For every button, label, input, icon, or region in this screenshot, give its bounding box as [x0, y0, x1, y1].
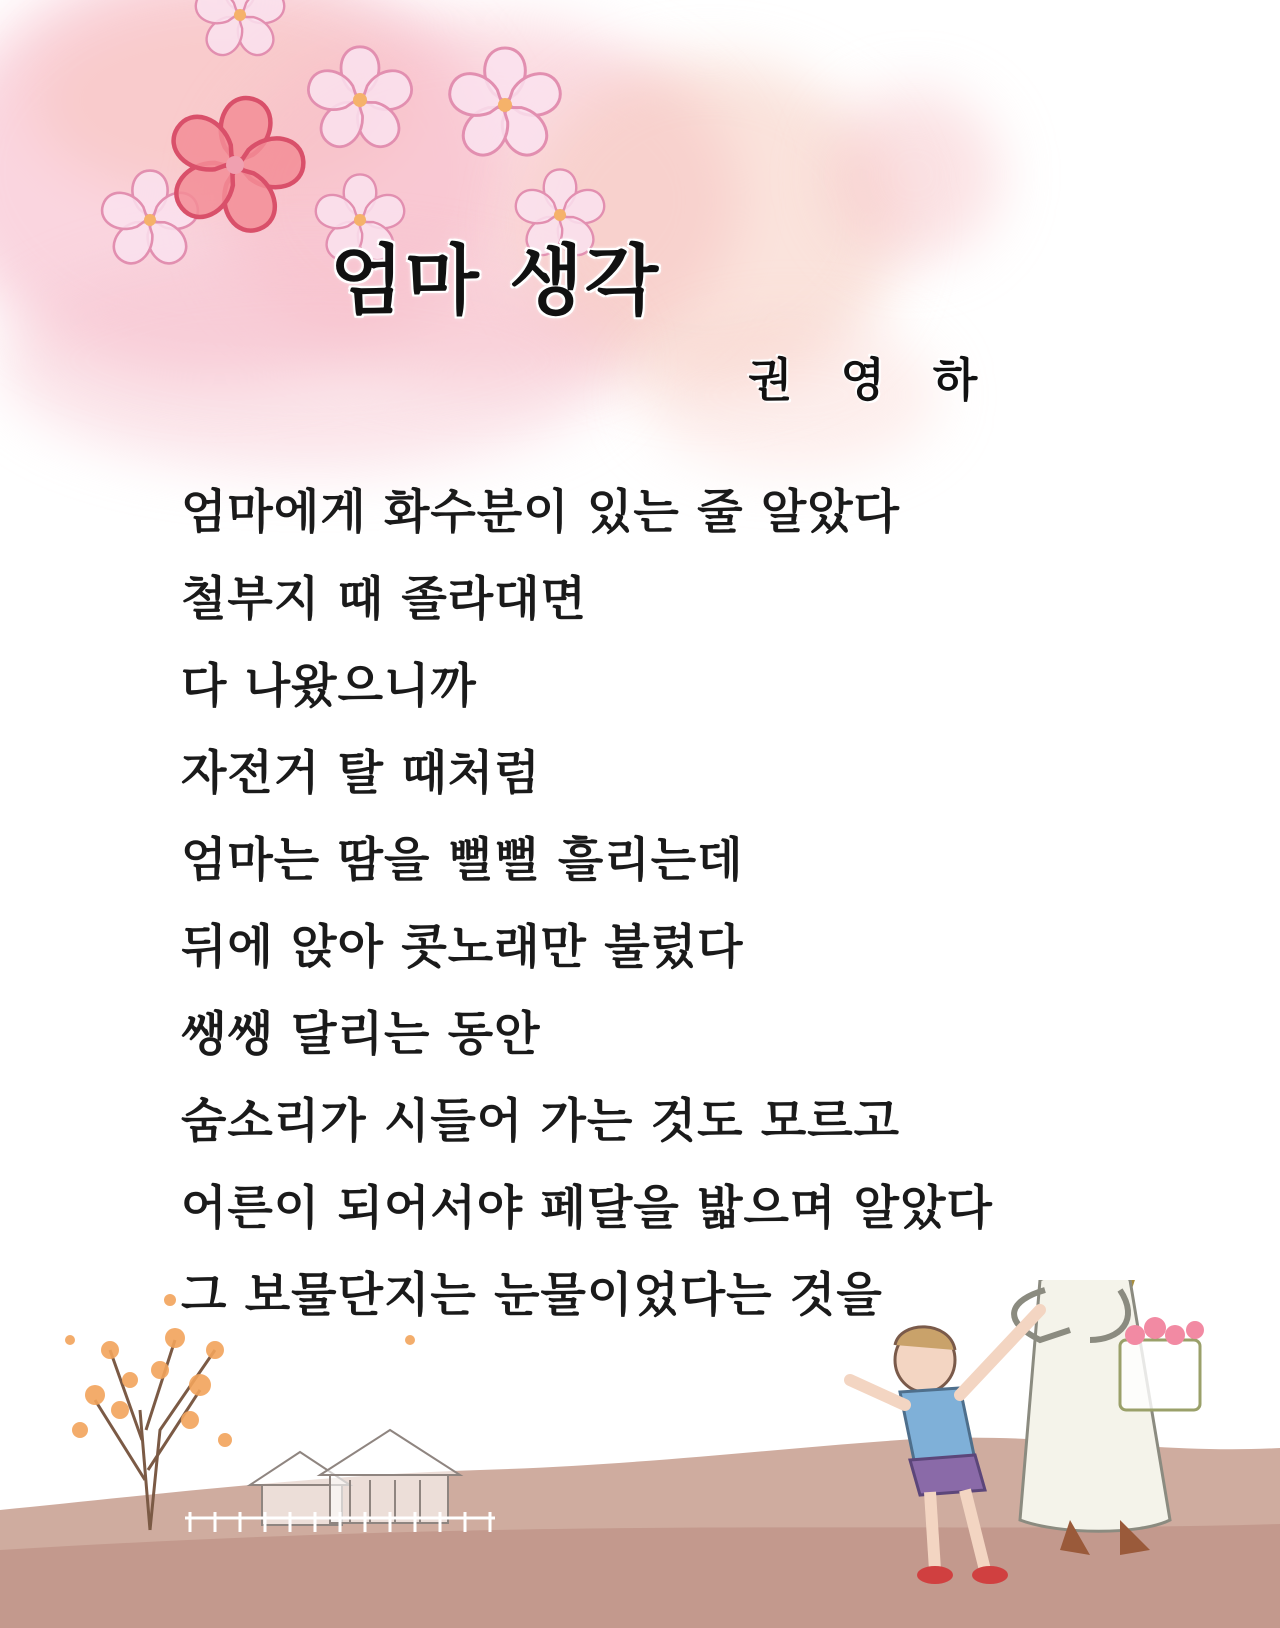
poem-line: 뒤에 앉아 콧노래만 불렀다 [181, 920, 744, 975]
poem-line: 숨소리가 시들어 가는 것도 모르고 [181, 1094, 901, 1149]
poem-title: 엄마 생각 [330, 236, 661, 325]
poem-author: 권 영 하 [748, 353, 994, 407]
poem-line: 자전거 탈 때처럼 [181, 746, 541, 801]
poem-line: 엄마에게 화수분이 있는 줄 알았다 [181, 485, 901, 540]
poem-line: 철부지 때 졸라대면 [181, 572, 587, 627]
poem-line: 엄마는 땀을 뻘뻘 흘리는데 [181, 833, 744, 888]
poem-line: 그 보물단지는 눈물이었다는 것을 [181, 1268, 883, 1323]
poem-body [181, 478, 993, 1348]
farmhouse-icon [250, 1430, 460, 1525]
poem-line: 쌩쌩 달리는 동안 [181, 1007, 541, 1062]
countryside-illustration [0, 1280, 1280, 1628]
poem-line: 다 나왔으니까 [181, 659, 477, 714]
poem-line: 어른이 되어서야 페달을 밟으며 알았다 [181, 1181, 993, 1236]
